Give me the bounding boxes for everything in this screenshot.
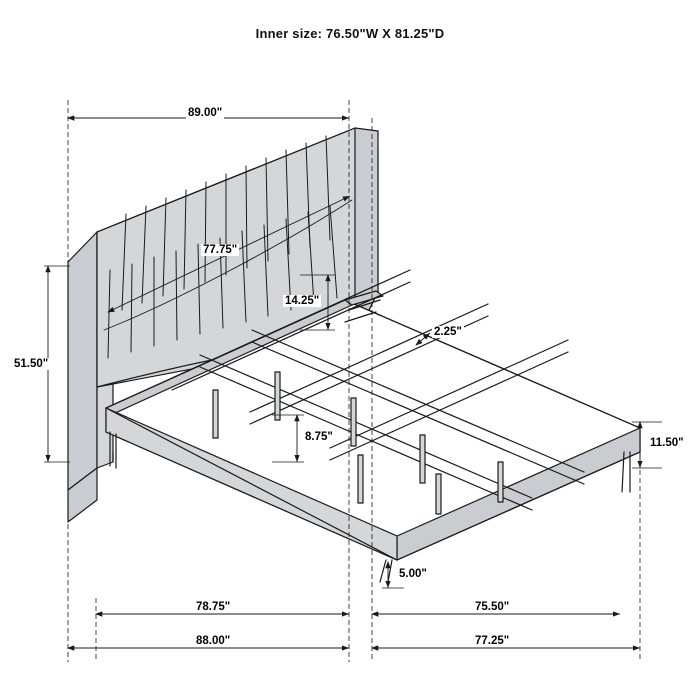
dim-label-height-1150: 11.50" <box>650 437 684 449</box>
dim-label-depth-7875: 78.75" <box>196 601 231 613</box>
dim-label-height-7775: 77.75" <box>203 244 238 256</box>
dim-label-depth-7550: 75.50" <box>475 601 510 613</box>
dim-label-width-89: 89.00" <box>188 107 223 119</box>
page-title: Inner size: 76.50"W X 81.25"D <box>255 26 445 41</box>
dim-label-height-1425: 14.25" <box>285 295 320 307</box>
dim-label-thickness-225: 2.25" <box>434 326 462 338</box>
dim-label-height-5150: 51.50" <box>14 358 49 370</box>
dim-label-width-8800: 88.00" <box>196 635 231 647</box>
dim-label-width-7725: 77.25" <box>475 635 510 647</box>
bed-illustration <box>68 128 640 582</box>
dim-label-height-500: 5.00" <box>399 568 427 580</box>
dim-label-height-875: 8.75" <box>305 431 333 443</box>
